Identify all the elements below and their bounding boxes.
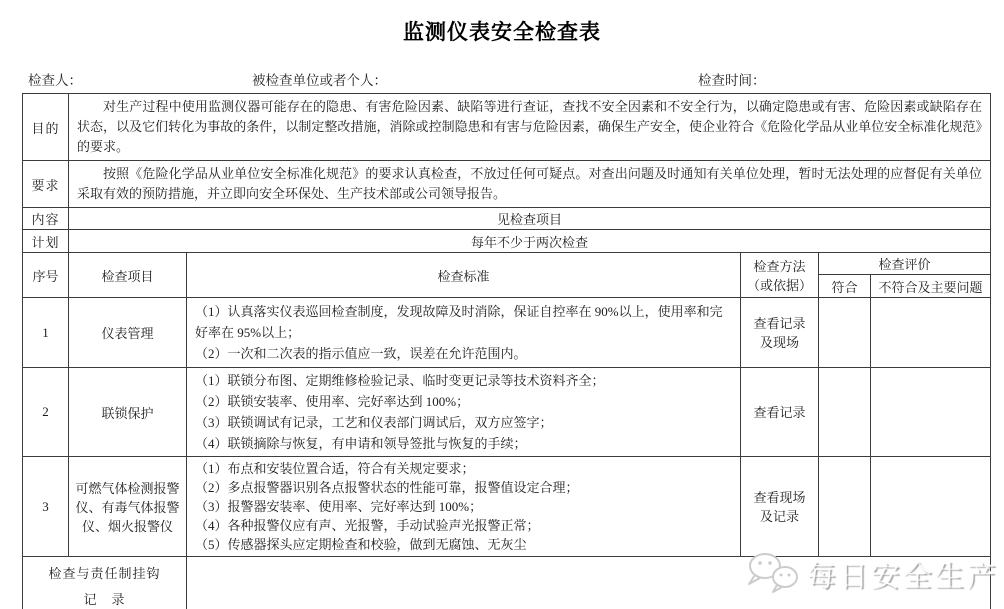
content-label: 内容 xyxy=(23,208,69,230)
standard-line: （3）报警器安装率、使用率、完好率达到 100%； xyxy=(195,499,483,514)
conform-cell xyxy=(819,457,871,557)
purpose-text: 对生产过程中使用监测仪器可能存在的隐患、有害危险因素、缺陷等进行查证，查找不安全因素和不安全行为，以确定隐患或有害、危险因素或缺陷存在状态，以及它们转化为事故的条件，以制定整改措施，消除或控制隐患和有害与危险因素，确保生产安全，使企业符合《危险化学品从业单位安全标准化规范》的要求。 xyxy=(69,94,991,161)
header-method-line1: 检查方法 xyxy=(753,259,806,274)
requirement-row xyxy=(23,161,991,208)
content-row xyxy=(23,208,991,230)
table-row xyxy=(23,298,991,368)
header-nonconform: 不符合及主要问题 xyxy=(871,275,991,298)
inspected-unit-label: 被检查单位或者个人： xyxy=(252,73,387,88)
requirement-text: 按照《危险化学品从业单位安全标准化规范》的要求认真检查，不放过任何可疑点。对查出问题及时通知有关单位处理，暂时无法处理的应督促有关单位采取有效的预防措施，并立即向安全环保处、生产技术部或公司领导报告。 xyxy=(69,161,991,208)
row-index: 1 xyxy=(23,298,69,368)
method-line: 及记录 xyxy=(759,508,799,524)
page-title: 监测仪表安全检查表 xyxy=(403,21,601,44)
standard-line: （4）联锁摘除与恢复，有申请和领导签批与恢复的手续； xyxy=(195,436,527,451)
inspector-label: 检查人： xyxy=(28,73,82,88)
inspection-table xyxy=(22,93,991,609)
method-line: 查看记录 xyxy=(753,315,806,331)
watermark-text: 每日安全生产 xyxy=(807,561,1000,593)
table-header-row-1 xyxy=(23,253,991,275)
method-line: 查看现场 xyxy=(753,489,806,505)
header-index: 序号 xyxy=(23,253,69,298)
plan-text: 每年不少于两次检查 xyxy=(69,230,991,253)
standard-line: （1）布点和安装位置合适，符合有关规定要求； xyxy=(195,461,475,476)
footer-blank-cell xyxy=(187,557,991,609)
row-standard xyxy=(187,298,741,368)
table-row xyxy=(23,457,991,557)
plan-row xyxy=(23,230,991,253)
row-item: 仪表管理 xyxy=(69,298,187,368)
nonconform-cell xyxy=(871,368,991,457)
nonconform-cell xyxy=(871,298,991,368)
method-line: 及现场 xyxy=(759,334,799,350)
inspection-time-label: 检查时间： xyxy=(698,73,766,88)
purpose-row xyxy=(23,94,991,161)
footer-label-line1: 检查与责任制挂钩 xyxy=(48,565,161,581)
plan-label: 计划 xyxy=(23,230,69,253)
standard-line: （2）一次和二次表的指示值应一致，误差在允许范围内。 xyxy=(195,346,527,361)
method-line: 查看记录 xyxy=(753,404,806,420)
header-method xyxy=(741,253,819,298)
requirement-label: 要求 xyxy=(23,161,69,208)
header-method-line2: （或依据） xyxy=(746,278,812,293)
header-item: 检查项目 xyxy=(69,253,187,298)
conform-cell xyxy=(819,368,871,457)
row-method xyxy=(741,457,819,557)
row-index: 3 xyxy=(23,457,69,557)
nonconform-cell xyxy=(871,457,991,557)
row-standard xyxy=(187,457,741,557)
row-item: 可燃气体检测报警仪、有毒气体报警仪、烟火报警仪 xyxy=(69,457,187,557)
standard-line: （2）联锁安装率、使用率、完好率达到 100%； xyxy=(195,394,470,409)
header-standard: 检查标准 xyxy=(187,253,741,298)
footer-row xyxy=(23,557,991,609)
table-row xyxy=(23,368,991,457)
standard-line: （4）各种报警仪应有声、光报警，手动试验声光报警正常； xyxy=(195,518,540,533)
standard-line: （1）联锁分布图、定期维修检验记录、临时变更记录等技术资料齐全； xyxy=(195,373,605,388)
conform-cell xyxy=(819,298,871,368)
header-evaluation: 检查评价 xyxy=(819,253,991,275)
row-index: 2 xyxy=(23,368,69,457)
row-method xyxy=(741,368,819,457)
content-text: 见检查项目 xyxy=(69,208,991,230)
standard-line: （2）多点报警器识别各点报警状态的性能可靠，报警值设定合理； xyxy=(195,480,579,495)
standard-line: （1）认真落实仪表巡回检查制度，发现故障及时消除，保证自控率在 90%以上，使用率和完好率在 95%以上； xyxy=(195,304,723,340)
purpose-label: 目的 xyxy=(23,94,69,161)
standard-line: （5）传感器探头应定期检查和校验，做到无腐蚀、无灰尘 xyxy=(195,537,527,552)
row-method xyxy=(741,298,819,368)
header-conform: 符合 xyxy=(819,275,871,298)
row-item: 联锁保护 xyxy=(69,368,187,457)
standard-line: （3）联锁调试有记录，工艺和仪表部门调试后，双方应签字； xyxy=(195,415,553,430)
footer-label xyxy=(23,557,187,609)
footer-label-line2: 记 录 xyxy=(83,591,126,607)
row-standard xyxy=(187,368,741,457)
